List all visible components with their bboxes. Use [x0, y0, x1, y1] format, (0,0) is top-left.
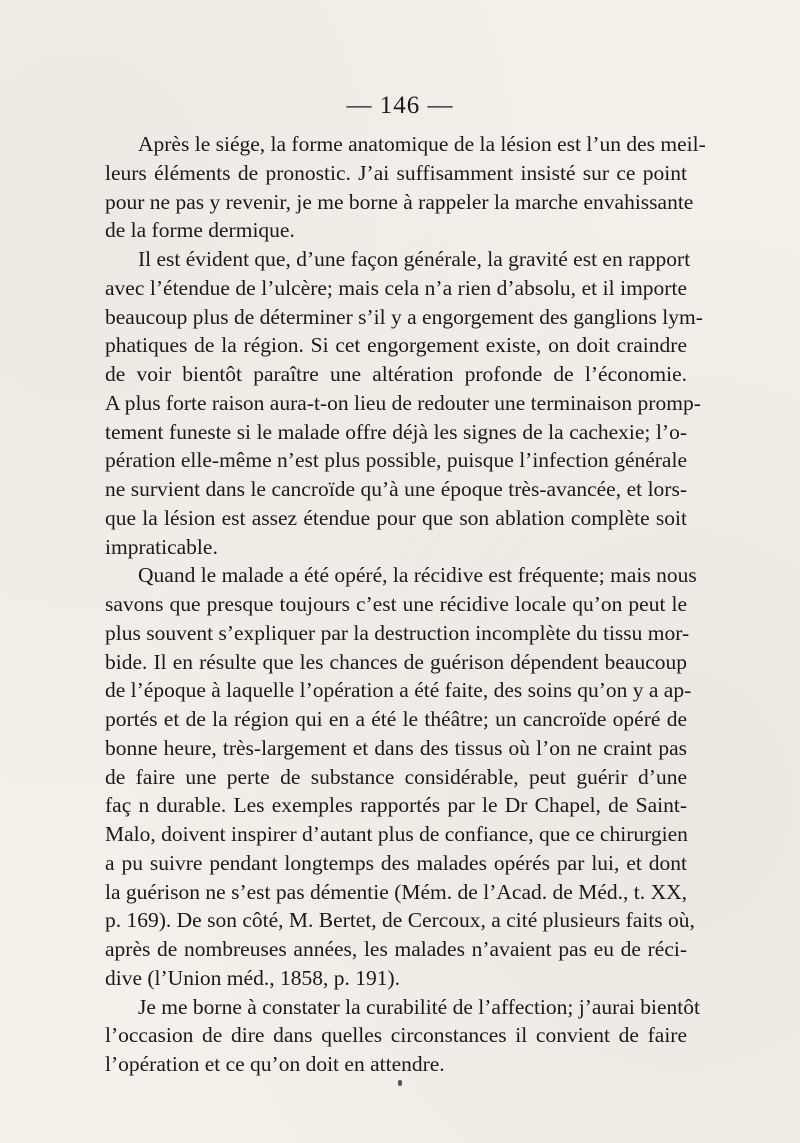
text-line: la guérison ne s’est pas démentie (Mém. de l’Acad. de Méd., t. XX, — [105, 879, 687, 904]
text-line: Je me borne à constater la curabilité de l’affection; j’aurai bientôt — [138, 994, 700, 1019]
text-line: l’occasion de dire dans quelles circonstances il convient de faire — [105, 1023, 687, 1048]
text-line: que la lésion est assez étendue pour que son ablation complète soit — [105, 505, 687, 530]
text-line: de la forme dermique. — [105, 218, 295, 243]
text-line: Il est évident que, d’une façon générale, la gravité est en rapport — [138, 247, 691, 271]
text-line: avec l’étendue de l’ulcère; mais cela n’a rien d’absolu, et il importe — [105, 275, 687, 300]
text-line: plus souvent s’expliquer par la destruction incomplète du tissu mor- — [105, 620, 690, 645]
text-line: leurs éléments de pronostic. J’ai suffisamment insisté sur ce point — [105, 160, 687, 185]
text-line: p. 169). De son côté, M. Bertet, de Cercoux, a cité plusieurs faits où, — [105, 908, 695, 933]
text-line: A plus forte raison aura-t-on lieu de redouter une terminaison promp- — [105, 390, 701, 415]
text-line: Malo, doivent inspirer d’autant plus de confiance, que ce chirurgien — [105, 822, 688, 846]
text-line: impraticable. — [105, 534, 218, 559]
page-number: — 146 — — [346, 92, 454, 119]
text-line: de faire une perte de substance considérable, peut guérir d’une — [105, 764, 687, 789]
text-line: bide. Il en résulte que les chances de guérison dépendent beaucoup — [105, 649, 687, 674]
text-line: a pu suivre pendant longtemps des malades opérés par lui, et dont — [105, 850, 687, 875]
text-line: Après le siége, la forme anatomique de la lésion est l’un des meil- — [138, 132, 706, 156]
text-line: faç n durable. Les exemples rapportés par le Dr Chapel, de Saint- — [105, 793, 687, 818]
text-line: savons que presque toujours c’est une récidive locale qu’on peut le — [105, 592, 687, 616]
text-line: ne survient dans le cancroïde qu’à une époque très-avancée, et lors- — [105, 477, 687, 501]
text-line: beaucoup plus de déterminer s’il y a engorgement des ganglions lym- — [105, 304, 703, 329]
text-line: de l’époque à laquelle l’opération a été faite, des soins qu’on y a ap- — [105, 678, 692, 703]
text-line: pour ne pas y revenir, je me borne à rappeler la marche envahissante — [105, 189, 694, 214]
ink-speck — [398, 1080, 402, 1086]
text-line: pération elle-même n’est plus possible, puisque l’infection générale — [105, 448, 687, 473]
text-line: Quand le malade a été opéré, la récidive est fréquente; mais nous — [138, 563, 697, 588]
text-line: dive (l’Union méd., 1858, p. 191). — [105, 965, 400, 990]
text-line: phatiques de la région. Si cet engorgement existe, on doit craindre — [105, 333, 687, 358]
text-line: de voir bientôt paraître une altération profonde de l’économie. — [105, 362, 687, 386]
text-line: après de nombreuses années, les malades n’avaient pas eu de réci- — [105, 937, 687, 961]
text-line: bonne heure, très-largement et dans des tissus où l’on ne craint pas — [105, 735, 687, 760]
text-line: portés et de la région qui en a été le théâtre; un cancroïde opéré de — [105, 707, 687, 731]
body-text — [105, 130, 706, 1079]
text-line: tement funeste si le malade offre déjà les signes de la cachexie; l’o- — [105, 419, 687, 444]
text-line: l’opération et ce qu’on doit en attendre. — [105, 1052, 445, 1076]
